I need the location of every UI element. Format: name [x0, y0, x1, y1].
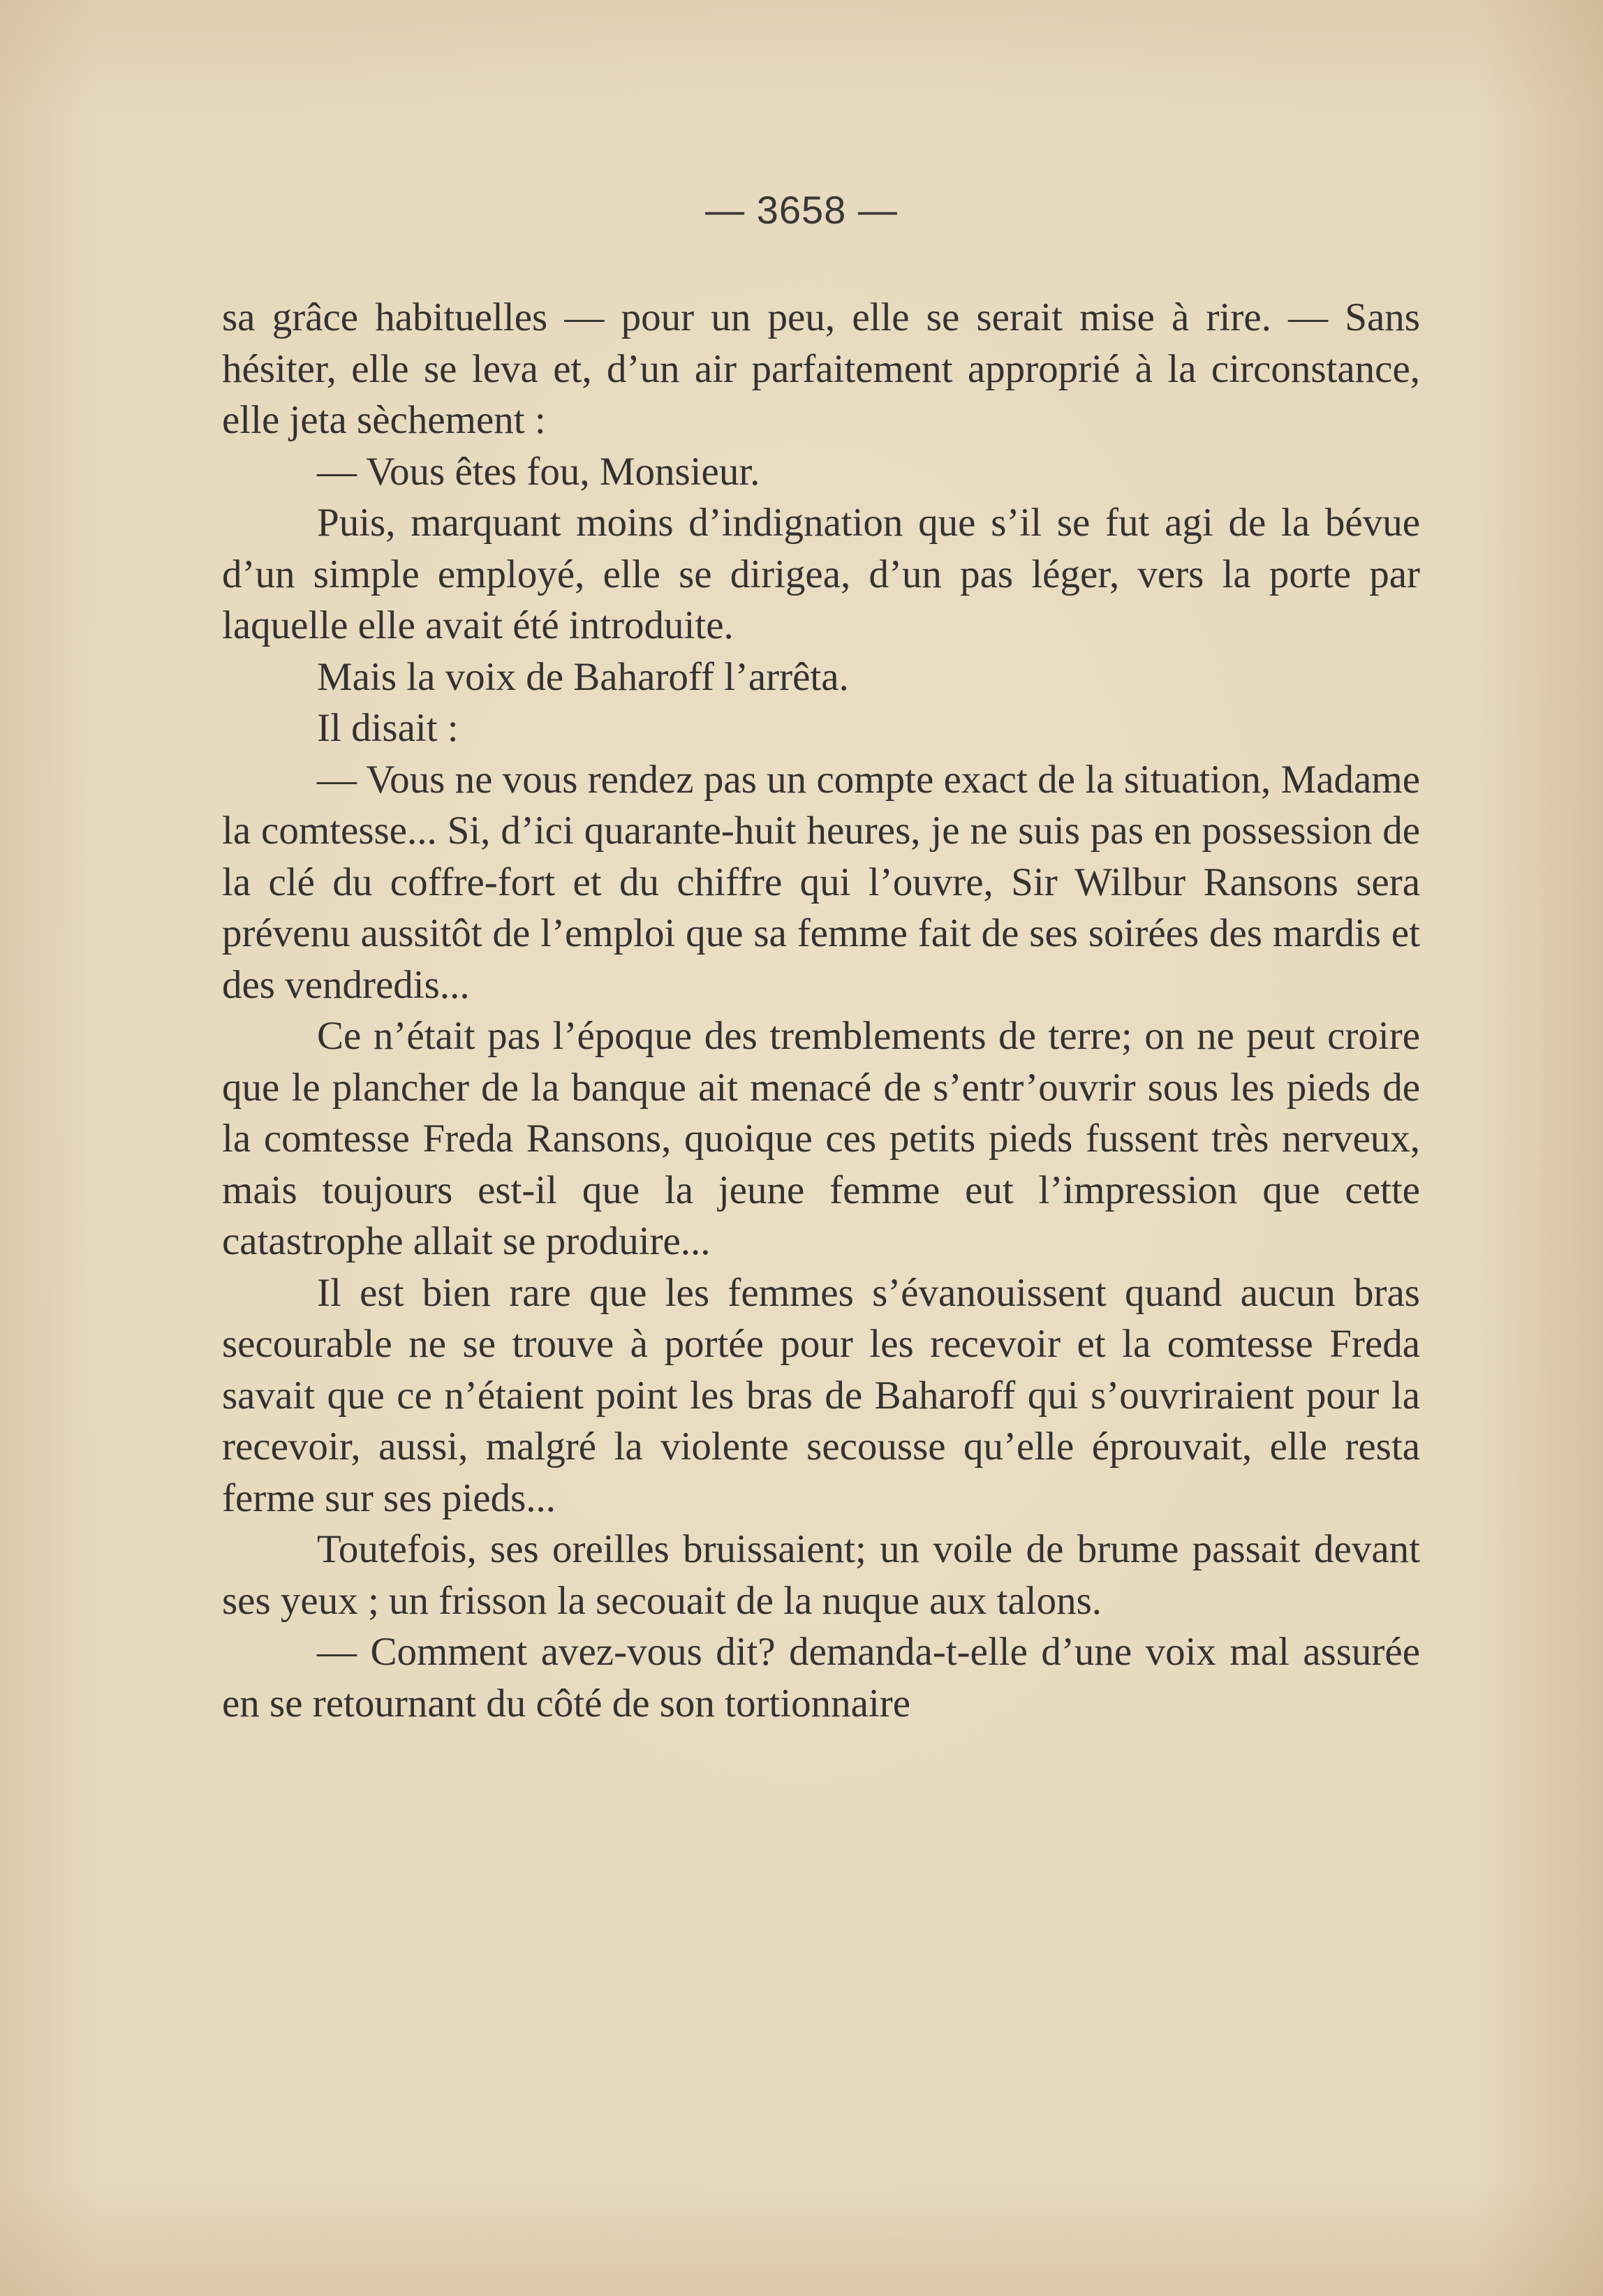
paragraph-7: Ce n’était pas l’époque des tremblements de terre; on ne peut croire que le plancher de la banque ait menacé de s’entr’ouvrir sous les pieds de la comtesse Freda Ransons, quoique ces petits pieds fussent très nerveux, mais toujours est-il que la jeune femme eut l’impression que cette catastrophe allait se produire... — [222, 1014, 1420, 1263]
paragraph-1: sa grâce habituelles — pour un peu, elle se serait mise à rire. — Sans hésiter, elle se leva et, d’un air parfaitement approprié à la circonstance, elle jeta sèchement : — [222, 295, 1420, 442]
page-body — [222, 292, 1420, 1729]
paragraph-6: — Vous ne vous rendez pas un compte exact de la situation, Madame la comtesse... Si, d’ici quarante-huit heures, je ne suis pas en possession de la clé du coffre-fort et du chiffre qui l’ouvre, Sir Wilbur Ransons sera prévenu aussitôt de l’emploi que sa femme fait de ses soirées des mardis et des vendredis... — [222, 757, 1420, 1007]
paragraph-3: Puis, marquant moins d’indignation que s’il se fut agi de la bévue d’un simple employé, elle se dirigea, d’un pas léger, vers la porte par laquelle elle avait été introduite. — [222, 501, 1420, 647]
paragraph-9: Toutefois, ses oreilles bruissaient; un voile de brume passait devant ses yeux ; un frisson la secouait de la nuque aux talons. — [222, 1527, 1420, 1623]
paragraph-8: Il est bien rare que les femmes s’évanouissent quand aucun bras secourable ne se trouve à portée pour les recevoir et la comtesse Freda savait que ce n’étaient point les bras de Baharoff qui s’ouvriraient pour la recevoir, aussi, malgré la violente secousse qu’elle éprouvait, elle resta ferme sur ses pieds... — [222, 1270, 1420, 1520]
paragraph-10: — Comment avez-vous dit? demanda-t-elle d’une voix mal assurée en se retournant du côté de son tortionnaire — [222, 1630, 1420, 1725]
paragraph-5: Il disait : — [317, 706, 459, 750]
paragraph-2: — Vous êtes fou, Monsieur. — [317, 449, 760, 494]
page-number: — 3658 — — [705, 188, 898, 232]
paragraph-4: Mais la voix de Baharoff l’arrêta. — [317, 654, 849, 699]
